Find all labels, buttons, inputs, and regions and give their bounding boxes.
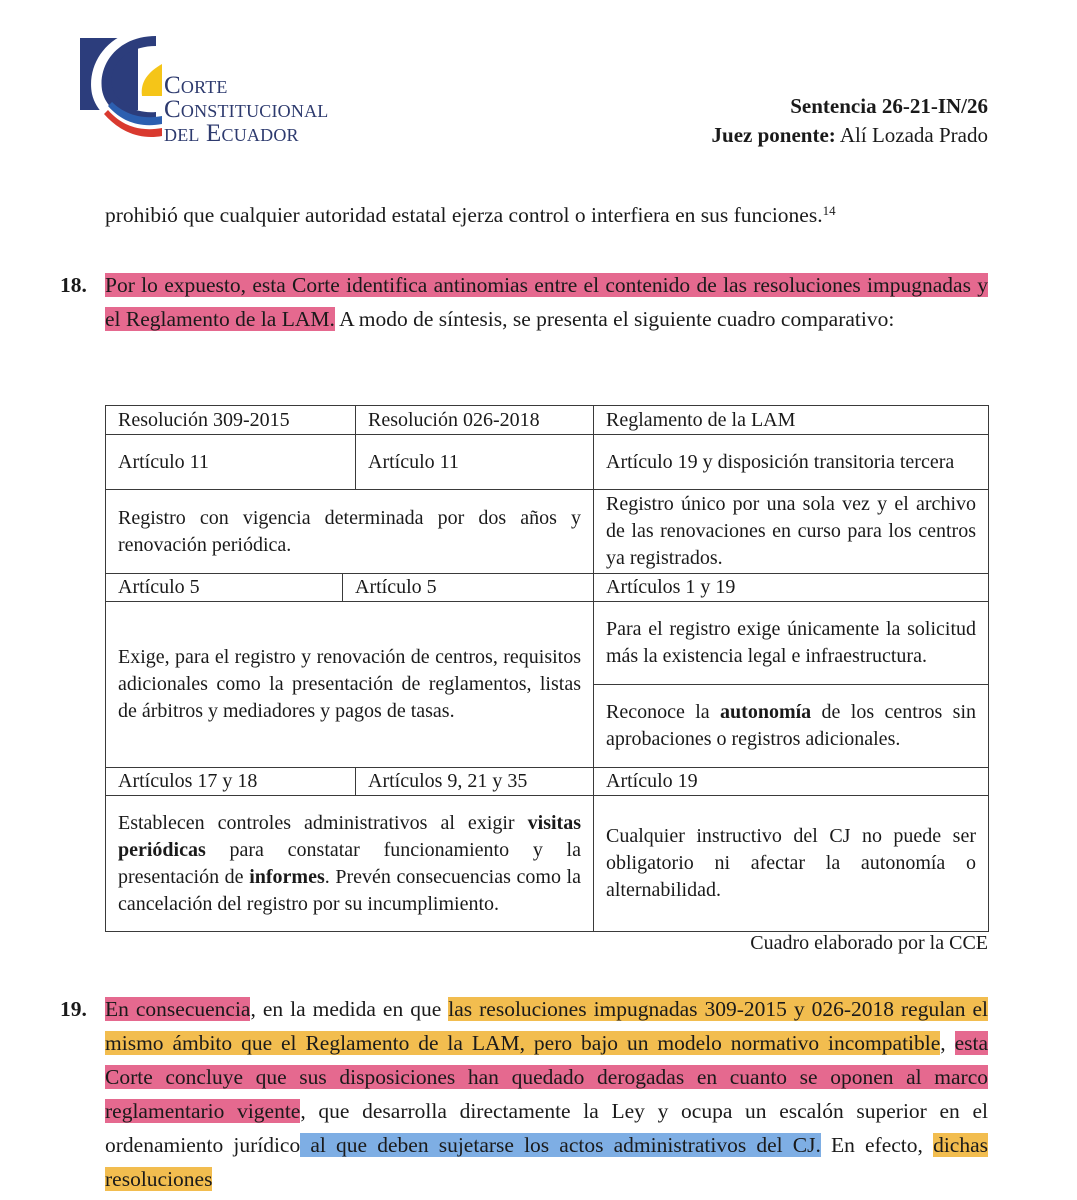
court-name — [164, 74, 328, 146]
paragraph-number-18: 18. — [60, 273, 87, 297]
cell-text: Reconoce la — [606, 701, 721, 723]
continuation-text: prohibió que cualquier autoridad estatal ejerza control o interfiera en sus funciones. — [105, 203, 823, 227]
document-header — [712, 92, 988, 150]
cell-bold-text: informes — [249, 865, 325, 888]
table-cell: Cualquier instructivo del CJ no puede ser obligatorio ni afectar la autonomía o alternabilidad. — [594, 796, 989, 932]
table-cell: Registro único por una sola vez y el archivo de las renovaciones en curso para los centros ya registrados. — [594, 490, 989, 574]
table-cell: Artículos 1 y 19 — [594, 574, 989, 602]
table-cell: Artículo 19 y disposición transitoria tercera — [594, 435, 989, 490]
sentence-number: Sentencia 26-21-IN/26 — [790, 94, 988, 118]
table-cell: Artículo 11 — [356, 435, 594, 490]
table-cell: Artículo 19 — [594, 768, 989, 796]
cell-text: para constatar funcionamiento y la presentación de — [118, 838, 581, 888]
highlight-pink: Por lo expuesto, esta Corte identifica antinomias entre el contenido de las resoluciones impugnadas y el Reglamento de la LAM. — [105, 273, 988, 331]
cell-bold-text: autonomía — [720, 701, 812, 723]
highlight-orange: las resoluciones impugnadas 309-2015 y 026-2018 regulan el mismo ámbito que el Reglamento de la LAM, pero bajo un modelo normativo incompatible — [105, 997, 988, 1055]
paragraph-text: , — [940, 1031, 955, 1055]
table-cell-split — [106, 574, 594, 602]
judge-name: Alí Lozada Prado — [839, 123, 988, 147]
header-cell: Resolución 309-2015 — [106, 406, 356, 435]
paragraph-text: En efecto, — [820, 1133, 934, 1157]
table-row — [106, 768, 989, 796]
court-logo — [78, 24, 368, 154]
header-cell: Reglamento de la LAM — [594, 406, 989, 435]
table-row — [106, 796, 989, 932]
table-row — [106, 574, 989, 602]
table-row — [106, 490, 989, 574]
table-cell: Artículos 9, 21 y 35 — [356, 768, 594, 796]
table-cell: Artículo 5 — [106, 574, 343, 601]
continuation-paragraph — [105, 198, 990, 232]
table-cell: Artículo 11 — [106, 435, 356, 490]
table-cell — [106, 796, 594, 932]
court-emblem-icon — [78, 24, 168, 154]
logo-line-2: Constitucional — [164, 96, 329, 123]
comparison-table — [105, 405, 989, 932]
highlight-pink: En consecuencia — [105, 997, 251, 1021]
table-cell: Exige, para el registro y renovación de centros, requisitos adicionales como la presentación de reglamentos, listas de árbitros y mediadores y pagos de tasas. — [106, 602, 594, 768]
paragraph-18-rest: A modo de síntesis, se presenta el siguiente cuadro comparativo: — [334, 307, 895, 331]
judge-label: Juez ponente: — [711, 123, 836, 147]
table-row — [106, 602, 989, 685]
paragraph-text: , que desarrolla directamente la Ley y ocupa un escalón superior en el ordenamiento jurídico — [105, 1099, 989, 1157]
table-cell: Artículos 17 y 18 — [106, 768, 356, 796]
highlight-blue: al que deben sujetarse los actos administrativos del CJ. — [300, 1133, 821, 1157]
header-cell: Resolución 026-2018 — [356, 406, 594, 435]
footnote-ref[interactable]: 14 — [822, 203, 836, 218]
paragraph-number-19: 19. — [60, 997, 87, 1021]
paragraph-text: , en la medida en que — [250, 997, 449, 1021]
table-caption: Cuadro elaborado por la CCE — [750, 932, 988, 954]
highlight-orange: dichas resoluciones — [105, 1133, 988, 1191]
paragraph-18 — [105, 268, 988, 336]
logo-line-1: Corte — [164, 72, 228, 99]
cell-bold-text: visitas periódicas — [118, 811, 581, 861]
table-row — [106, 435, 989, 490]
table-cell: Artículo 5 — [355, 576, 437, 598]
cell-text: Establecen controles administrativos al exigir — [118, 811, 528, 834]
highlight-pink: esta Corte concluye que sus disposiciones han quedado derogadas en cuanto se oponen al marco reglamentario vigente — [105, 1031, 989, 1123]
logo-line-3: del Ecuador — [164, 120, 299, 147]
table-cell — [594, 685, 989, 768]
paragraph-19 — [105, 992, 988, 1196]
cell-text: . Prevén consecuencias como la cancelación del registro por su incumplimiento. — [118, 865, 581, 915]
table-cell: Registro con vigencia determinada por dos años y renovación periódica. — [106, 490, 594, 574]
table-cell: Para el registro exige únicamente la solicitud más la existencia legal e infraestructura. — [594, 602, 989, 685]
table-row — [106, 406, 989, 435]
cell-text: de los centros sin aprobaciones o registros adicionales. — [606, 701, 977, 750]
